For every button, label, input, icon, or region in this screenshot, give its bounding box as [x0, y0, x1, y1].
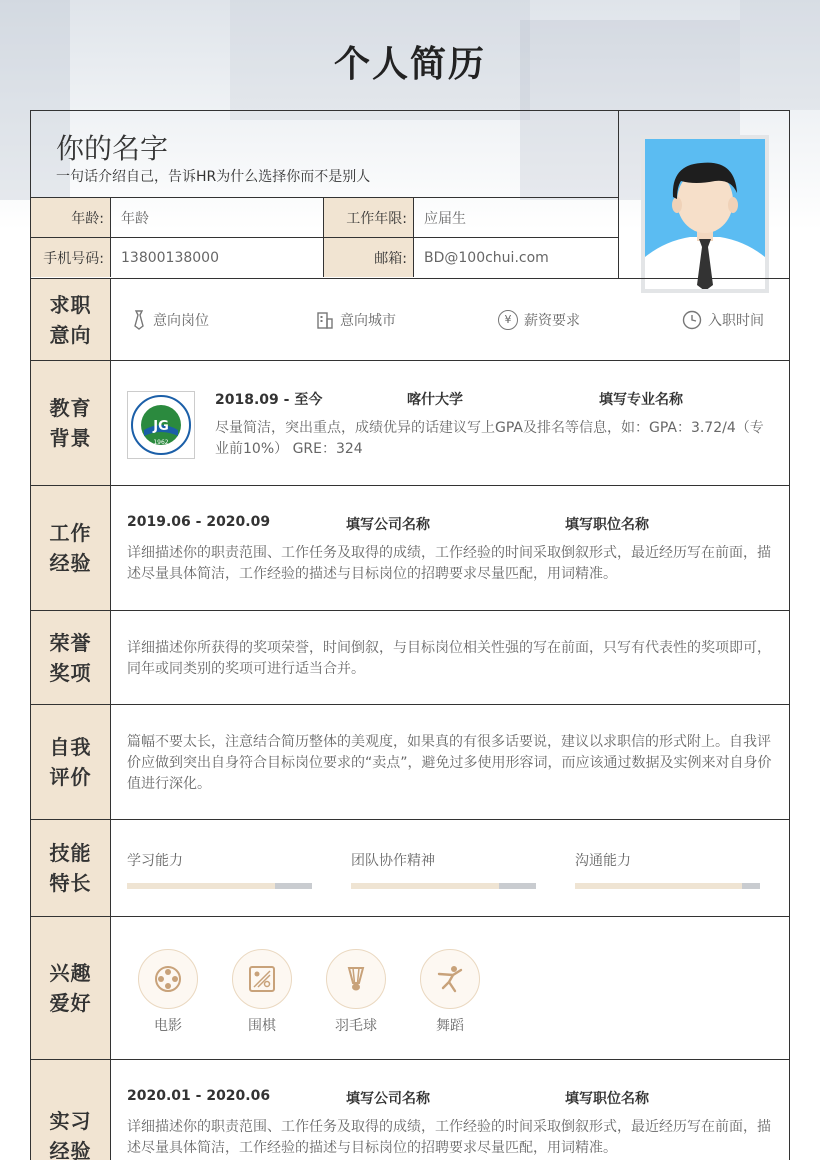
section-title: 荣誉奖项 — [49, 630, 92, 685]
work-position: 填写职位名称 — [565, 517, 649, 533]
years-label: 工作年限: — [324, 198, 414, 237]
hobby-item: 羽毛球 — [325, 949, 387, 1035]
shuttlecock-icon — [341, 964, 371, 994]
building-icon — [316, 311, 334, 329]
tie-icon — [131, 310, 147, 330]
svg-text:JG: JG — [153, 419, 169, 434]
hobby-item: 围棋 — [231, 949, 293, 1035]
yen-icon: ¥ — [498, 310, 518, 330]
candidate-name: 你的名字 — [56, 132, 169, 165]
section-title: 实习经验 — [49, 1108, 92, 1160]
section-honors — [31, 610, 789, 704]
section-intent — [31, 278, 789, 360]
hobby-item: 舞蹈 — [419, 949, 481, 1035]
dancer-icon — [435, 964, 465, 994]
clock-icon — [682, 310, 702, 330]
info-row-age — [31, 197, 619, 237]
hobby-item: 电影 — [137, 949, 199, 1035]
section-internship — [31, 1059, 789, 1160]
work-description: 详细描述你的职责范围、工作任务及取得的成绩，工作经验的时间采取倒叙形式，最近经历写在前面，描述尽量具体简洁，工作经验的描述与目标岗位的招聘要求尽量匹配，用词精准。 — [127, 545, 771, 582]
skill-bar — [575, 883, 760, 889]
email-label: 邮箱: — [324, 238, 414, 277]
phone-value: 13800138000 — [111, 238, 324, 277]
section-skills — [31, 819, 789, 916]
edu-major: 填写专业名称 — [599, 392, 683, 408]
section-title: 求职意向 — [49, 292, 92, 347]
school-emblem-icon — [130, 394, 192, 456]
skill-bar — [127, 883, 312, 889]
page-title: 个人简历 — [333, 44, 486, 85]
age-label: 年龄: — [31, 198, 111, 237]
intent-item-salary: ¥ 薪资要求 — [498, 310, 682, 330]
intent-item-start-date: 入职时间 — [682, 310, 764, 330]
phone-label: 手机号码: — [31, 238, 111, 277]
age-value: 年龄 — [111, 198, 324, 237]
section-education — [31, 360, 789, 485]
edu-school: 喀什大学 — [407, 392, 463, 408]
section-title: 技能特长 — [49, 841, 92, 895]
skill-item: 沟通能力 — [575, 850, 760, 889]
work-company: 填写公司名称 — [346, 517, 430, 533]
intern-description: 详细描述你的职责范围、工作任务及取得的成绩，工作经验的时间采取倒叙形式，最近经历写在前面，描述尽量具体简洁，工作经验的描述与目标岗位的招聘要求尽量匹配，用词精准。 — [127, 1119, 771, 1156]
section-work — [31, 485, 789, 610]
school-logo — [127, 391, 195, 459]
resume-frame — [30, 110, 790, 1160]
svg-text:1962: 1962 — [153, 439, 169, 446]
honors-description: 详细描述你所获得的奖项荣誉，时间倒叙，与目标岗位相关性强的写在前面，只写有代表性的奖项即可，同年或同类别的奖项可进行适当合并。 — [127, 640, 771, 677]
skill-item: 学习能力 — [127, 850, 312, 889]
section-self-evaluation — [31, 704, 789, 819]
edu-description: 尽量简洁，突出重点，成绩优异的话建议写上GPA及排名等信息，如：GPA：3.72/4（专业前10%） GRE：324 — [215, 420, 764, 457]
go-board-icon — [247, 964, 277, 994]
intern-position: 填写职位名称 — [565, 1091, 649, 1107]
edu-period: 2018.09 - 至今 — [215, 392, 323, 408]
avatar-illustration-icon — [645, 139, 765, 289]
skill-item: 团队协作精神 — [351, 850, 536, 889]
intent-item-city: 意向城市 — [316, 310, 498, 330]
intent-item-position: 意向岗位 — [131, 310, 316, 330]
years-value: 应届生 — [424, 210, 466, 227]
self-description: 篇幅不要太长，注意结合简历整体的美观度，如果真的有很多话要说，建议以求职信的形式附上。自我评价应做到突出自身符合目标岗位要求的“卖点”，避免过多使用形容词，而应该通过数据及实例来对自身价值进行深化。 — [127, 734, 772, 792]
intern-period: 2020.01 - 2020.06 — [127, 1088, 271, 1104]
section-title: 兴趣爱好 — [49, 961, 92, 1015]
email-value: BD@100chui.com — [424, 249, 549, 266]
intern-company: 填写公司名称 — [346, 1091, 430, 1107]
section-title: 工作经验 — [49, 521, 92, 575]
section-hobbies — [31, 916, 789, 1059]
section-title: 自我评价 — [49, 735, 92, 789]
skill-bar — [351, 883, 536, 889]
profile-header — [31, 111, 619, 278]
section-title: 教育背景 — [49, 396, 92, 450]
candidate-tagline: 一句话介绍自己，告诉HR为什么选择你而不是别人 — [56, 169, 371, 185]
info-row-contact — [31, 237, 619, 277]
profile-photo — [641, 135, 769, 293]
work-period: 2019.06 - 2020.09 — [127, 514, 271, 530]
film-reel-icon — [153, 964, 183, 994]
